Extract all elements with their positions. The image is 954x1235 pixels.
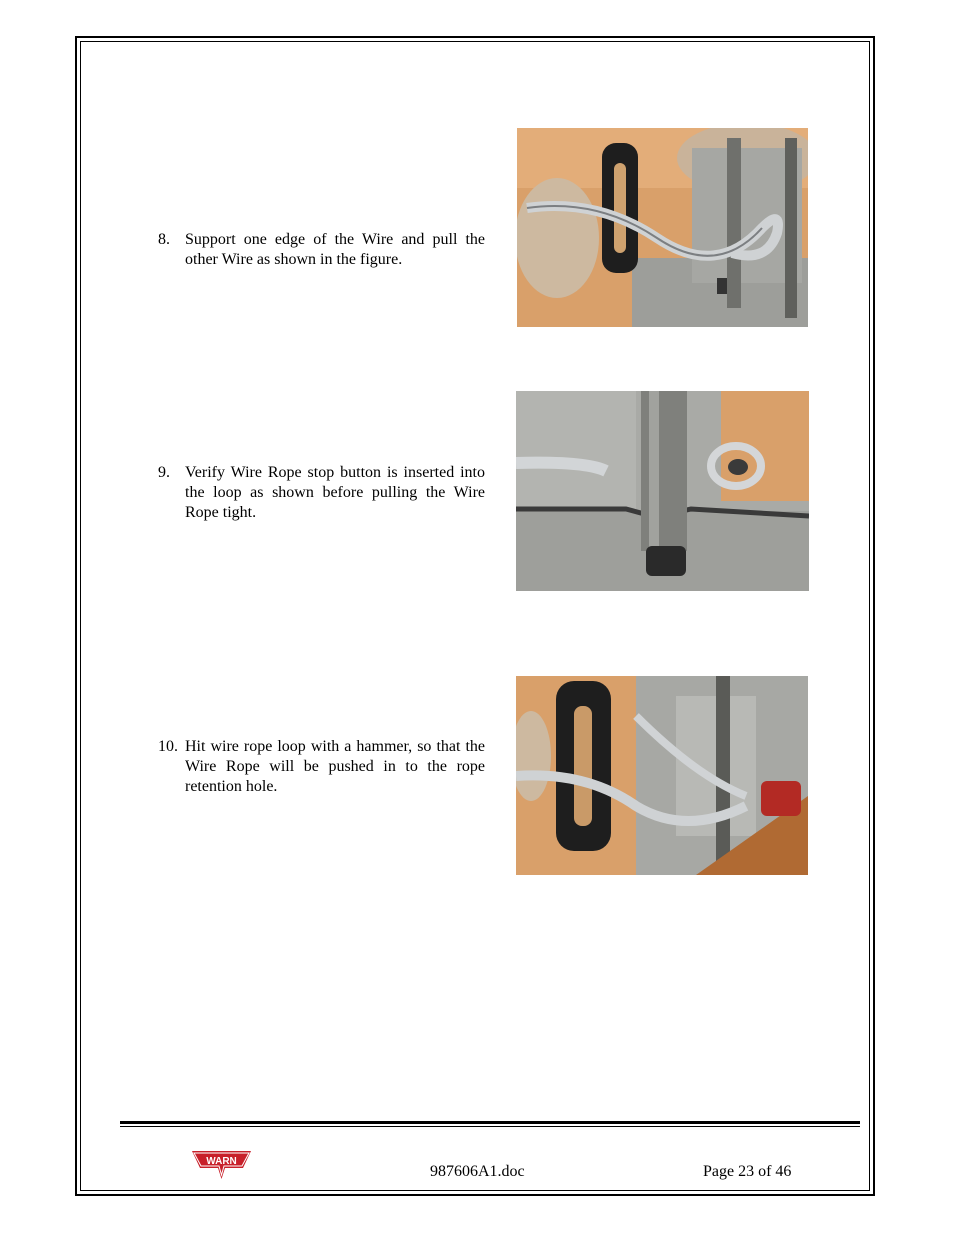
footer-doc-name: 987606A1.doc <box>430 1163 525 1180</box>
step-number: 10. <box>158 738 178 755</box>
warn-logo <box>191 1150 252 1180</box>
photo-stop-button <box>516 391 809 591</box>
step-8 <box>158 230 485 270</box>
footer-rule-thin <box>120 1126 860 1127</box>
step-number: 9. <box>158 464 170 481</box>
step-9 <box>158 463 485 523</box>
logo-text: WARN <box>206 1156 237 1167</box>
photo-hammer <box>516 676 808 875</box>
step-text: Verify Wire Rope stop button is inserted into the loop as shown before pulling the Wire Rope tight. <box>185 464 485 521</box>
step-number: 8. <box>158 231 170 248</box>
step-10 <box>158 737 485 797</box>
step-text: Hit wire rope loop with a hammer, so that the Wire Rope will be pushed in to the rope retention hole. <box>185 738 485 795</box>
footer-rule-thick <box>120 1121 860 1124</box>
photo-wire-pull <box>517 128 808 327</box>
footer-page-number: Page 23 of 46 <box>703 1163 792 1180</box>
step-text: Support one edge of the Wire and pull the other Wire as shown in the figure. <box>185 231 485 268</box>
